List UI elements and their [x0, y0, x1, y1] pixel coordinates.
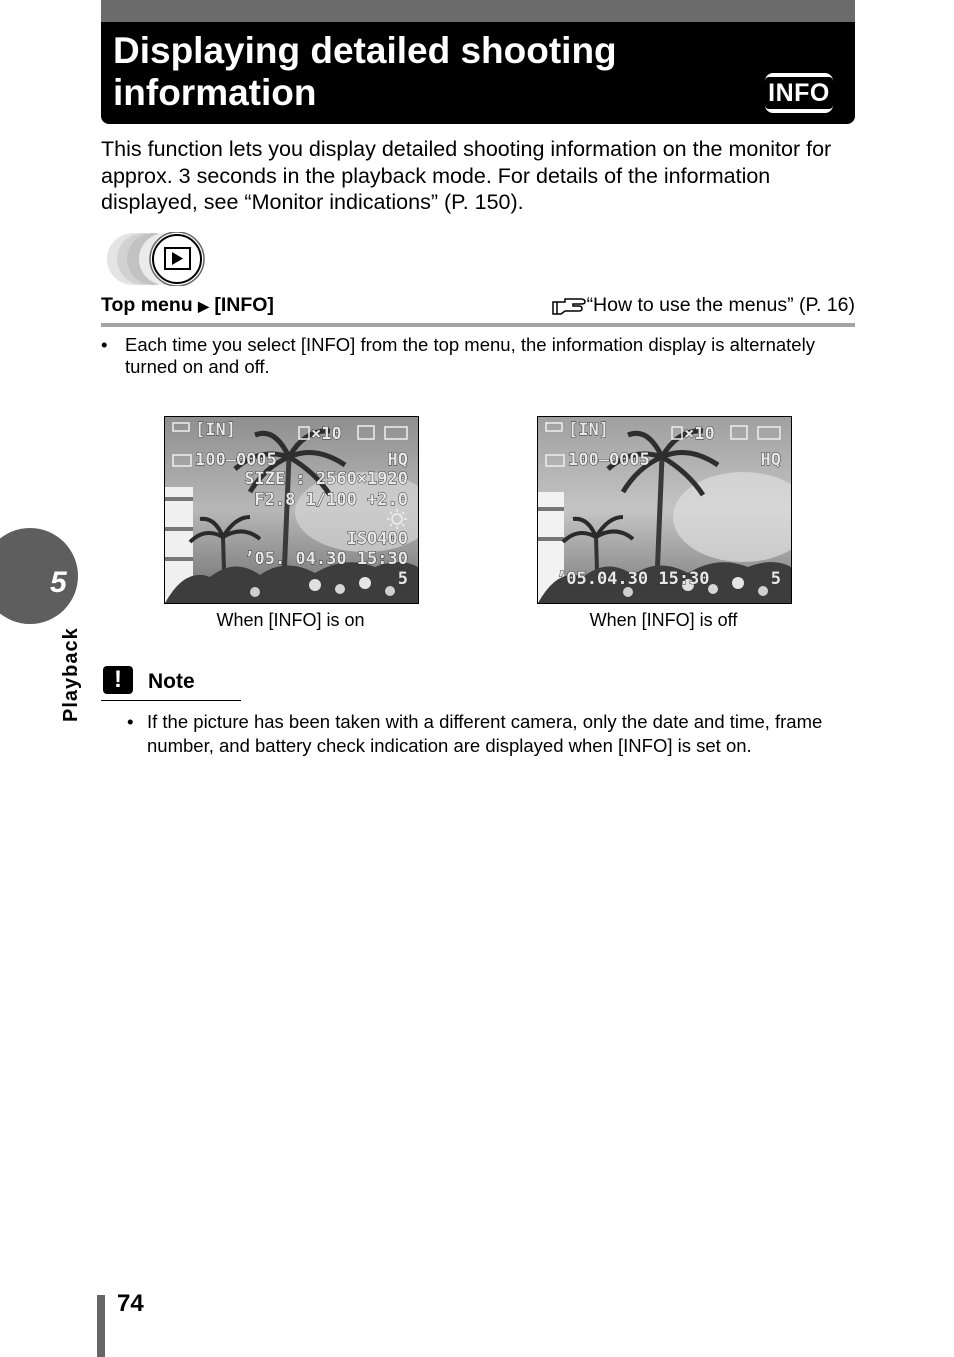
iso-value: ISO400 [346, 529, 408, 549]
chapter-label: Playback [60, 627, 82, 722]
chapter-number: 5 [50, 566, 67, 599]
page-header [101, 22, 855, 124]
divider-rule [101, 323, 855, 327]
print-count: ×10 [311, 424, 342, 444]
memory-indicator: [IN] [568, 420, 609, 440]
pointing-hand-icon [551, 296, 587, 316]
file-number: 100–0005 [568, 450, 650, 470]
menu-path-item: [INFO] [214, 294, 274, 316]
footer-bar [97, 1295, 105, 1357]
memory-indicator: [IN] [195, 420, 236, 440]
bullet-dot: • [101, 334, 108, 355]
note-label: Note [148, 670, 195, 693]
frame-number: 5 [770, 569, 781, 589]
print-count: ×10 [684, 424, 715, 444]
file-number: 100–0005 [195, 450, 277, 470]
info-badge [765, 73, 833, 113]
monitor-screen-info-off [537, 416, 792, 604]
intro-paragraph: This function lets you display detailed shooting information on the monitor for approx. 3 seconds in the playback mode. For details of the information displayed, see “Monitor indications” (P. 150). [101, 137, 832, 214]
page-number: 74 [117, 1290, 144, 1317]
menu-path-row [101, 292, 855, 320]
frame-number: 5 [397, 569, 408, 589]
record-quality: HQ [760, 450, 781, 470]
arrow-right-icon: ▶ [198, 298, 209, 314]
note-text: If the picture has been taken with a different camera, only the date and time, frame number, and battery check indication are displayed when [INFO] is set on. [147, 711, 823, 756]
playback-mode-icon [103, 232, 215, 286]
bullet-text: Each time you select [INFO] from the top menu, the information display is alternately turned on and off. [125, 334, 815, 377]
bullet-dot: • [127, 711, 134, 732]
date-time: ’05.04.30 15:30 [556, 569, 710, 589]
menu-reference [551, 294, 855, 317]
info-badge-label: INFO [765, 77, 833, 109]
page-title: Displaying detailed shooting information [113, 30, 617, 113]
exposure-info: F2.8 1/100 +2.0 [254, 490, 408, 510]
header-top-bar [101, 0, 855, 22]
record-quality: HQ [387, 450, 408, 470]
screen-caption-info-on: When [INFO] is on [216, 610, 365, 630]
monitor-screen-info-on [164, 416, 419, 604]
screen-caption-info-off: When [INFO] is off [589, 610, 738, 630]
menu-reference-text: “How to use the menus” (P. 16) [586, 294, 855, 316]
menu-path-prefix: Top menu [101, 294, 193, 316]
note-heading [101, 666, 241, 701]
date-time: ’05. 04.30 15:30 [244, 549, 408, 569]
image-size: SIZE : 2560×1920 [244, 469, 408, 489]
menu-path [101, 294, 274, 317]
exclamation-icon: ! [103, 666, 133, 694]
